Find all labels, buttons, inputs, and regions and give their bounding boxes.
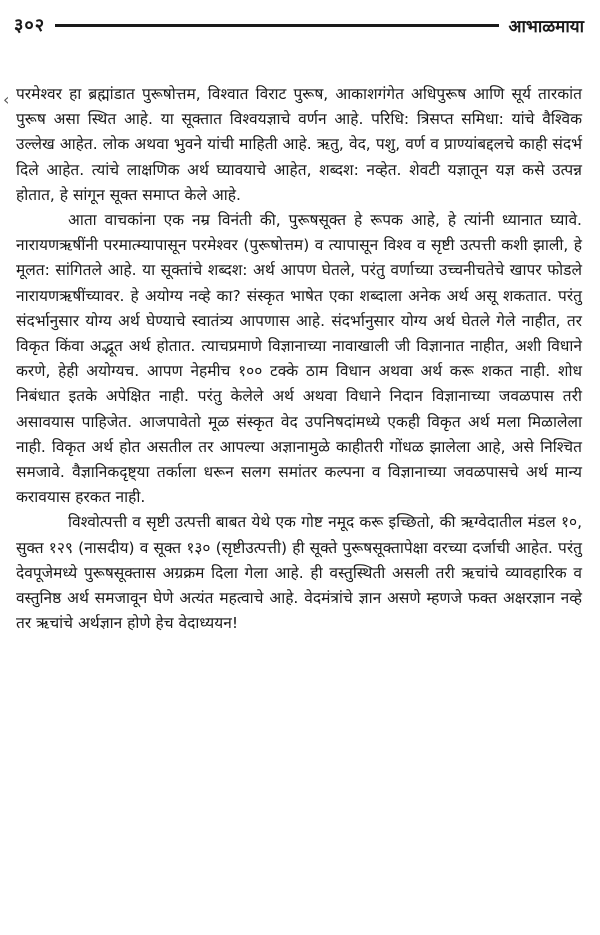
paragraph-1: परमेश्वर हा ब्रह्मांडात पुरूषोत्तम, विश्वात विराट पुरूष, आकाशगंगेत अधिपुरूष आणि सूर्य तारकांत पुरूष असा स्थित आहे. या सूक्तात विश्वयज्ञाचे वर्णन आहे. परिधि: त्रिसप्त समिधा: यांचे वैश्विक उल्लेख आहेत. लोक अथवा भुवने यांची माहिती आहे. ऋतु, वेद, पशु, वर्ण व प्राण्यांबद्दलचे काही संदर्भ दिले आहेत. त्यांचे लाक्षणिक अर्थ घ्यावयाचे आहेत, शब्दश: नव्हेत. शेवटी यज्ञातून यज्ञ कसे उत्पन्न होतात, हे सांगून सूक्त समाप्त केले आहे. [16, 85, 582, 204]
running-title: आभाळमाया [508, 16, 584, 37]
margin-mark: ‹ [3, 90, 10, 109]
paragraph-3: विश्वोत्पत्ती व सृष्टी उत्पत्ती बाबत येथे एक गोष्ट नमूद करू इच्छितो, की ऋग्वेदातील मंडल १०, सुक्त १२९ (नासदीय) व सूक्त १३० (सृष्टीउत्पत्ती) ही सूक्ते पुरूषसूक्तापेक्षा वरच्या दर्जाची आहेत. परंतु देवपूजेमध्ये पुरूषसूक्तास अग्रक्रम दिला गेला आहे. ही वस्तुस्थिती असली तरी ऋचांचे व्यावहारिक व वस्तुनिष्ठ अर्थ समजावून घेणे अत्यंत महत्वाचे आहे. वेदमंत्रांचे ज्ञान असणे म्हणजे फक्त अक्षरज्ञान नव्हे तर ऋचांचे अर्थज्ञान होणे हेच वेदाध्ययन! [16, 513, 582, 633]
page-number: ३०२ [14, 15, 46, 36]
page-header [14, 10, 584, 40]
header-rule [55, 24, 498, 27]
paragraph-2: आता वाचकांना एक नम्र विनंती की, पुरूषसूक्त हे रूपक आहे, हे त्यांनी ध्यानात घ्यावे. नारायणऋषींनी परमात्म्यापासून परमेश्वर (पुरूषोत्तम) व त्यापासून विश्व व सृष्टी उत्पत्ती कशी झाली, हे मूलत: सांगितले आहे. या सूक्तांचे शब्दश: अर्थ आपण घेतले, परंतु वर्णाच्या उच्चनीचतेचे खापर फोडले नारायणऋषींच्यावर. हे अयोग्य नव्हे का? संस्कृत भाषेत एका शब्दाला अनेक अर्थ असू शकतात. परंतु संदर्भानुसार योग्य अर्थ घेण्याचे स्वातंत्र्य आपणास आहे. संदर्भानुसार योग्य अर्थ घेतले गेले नाहीत, तर विकृत किंवा अद्भूत अर्थ होतात. त्याचप्रमाणे विज्ञानाच्या नावाखाली जी विज्ञानात नाहीत, अशी विधाने करणे, हेही अयोग्यच. आपण नेहमीच १०० टक्के ठाम विधान अथवा अर्थ करू शकत नाही. शोध निबंधात इतके अपेक्षित नाही. परंतु केलेले अर्थ अथवा विधाने निदान विज्ञानाच्या जवळपास तरी असावयास पाहिजेत. आजपावेतो मूळ संस्कृत वेद उपनिषदांमध्ये एकही विकृत अर्थ मला मिळालेला नाही. विकृत अर्थ होत असतील तर आपल्या अज्ञानामुळे काहीतरी गोंधळ झालेला आहे, असे निश्चित समजावे. वैज्ञानिकदृष्ट्या तर्काला धरून सलग समांतर कल्पना व विज्ञानाच्या जवळपासचे अर्थ मान्य करावयास हरकत नाही. [16, 211, 582, 507]
body-text [16, 82, 582, 636]
